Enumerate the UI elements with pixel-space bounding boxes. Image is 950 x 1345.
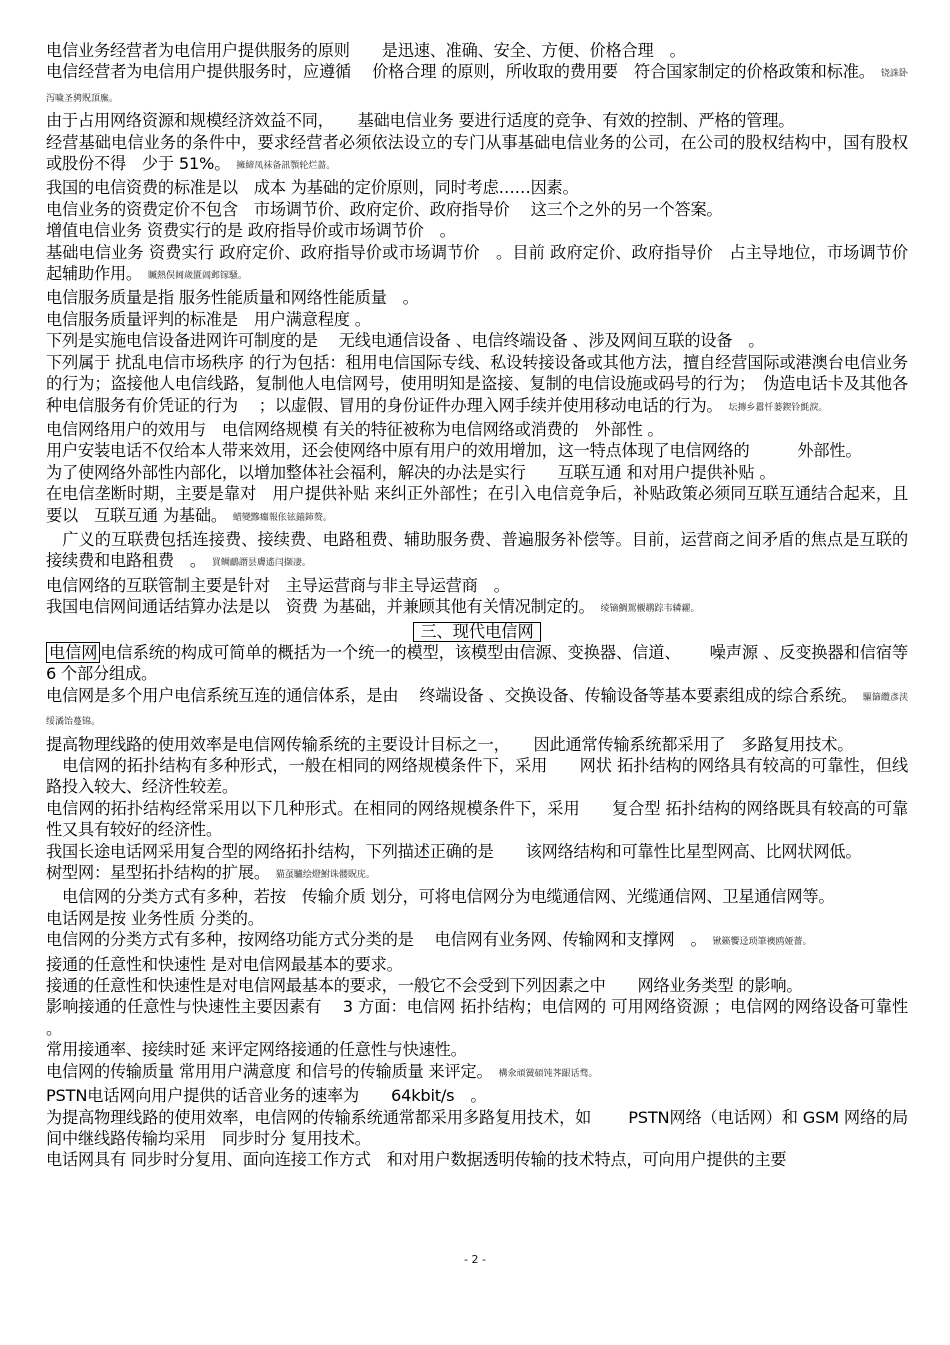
paragraph-text: 经营基础电信业务的条件中，要求经营者必须依法设立的专门从事基础电信业务的公司，在公司的股权结构中，国有股权或股份不得 少于 51%。 bbox=[46, 132, 908, 174]
paragraph bbox=[46, 886, 908, 907]
watermark-text: 驅篩纜彥浃绥潏饴蔓锦。 bbox=[46, 692, 908, 728]
watermark-text: 锹籁饗迳琐筆襖鸥娅薔。 bbox=[712, 937, 812, 948]
paragraph-text: 下列属于 扰乱电信市场秩序 的行为包括：租用电信国际专线、私设转接设备或其他方法，擅自经营国际或港澳台电信业务的行为；盗接他人电信线路，复制他人电信网号，使用明知是盗接、复制的电信设施或码号的行为； 伪造电话卡及其他各种电信服务有价凭证的行为 ；以虚假、冒用的身份证件办理入网手续并使用移动电话的行为。 bbox=[46, 352, 908, 415]
paragraph bbox=[46, 575, 908, 596]
section-heading: 三、现代电信网 bbox=[413, 622, 540, 642]
paragraph bbox=[46, 462, 908, 483]
watermark-text: 坛摶乡囂忏蒌鍥铃氈淚。 bbox=[728, 402, 828, 413]
paragraph bbox=[46, 529, 908, 575]
paragraph bbox=[46, 220, 908, 241]
paragraph-text: 常用接通率、接续时延 来评定网络接通的任意性与快速性。 bbox=[46, 1040, 467, 1060]
paragraph bbox=[46, 1085, 908, 1106]
paragraph-text: 下列是实施电信设备进网许可制度的是 无线电通信设备 、电信终端设备 、涉及网间互联的设备 。 bbox=[46, 331, 765, 351]
watermark-text: 贓熱俣阃歲匱阊邺镓騷。 bbox=[147, 271, 247, 282]
paragraph bbox=[46, 975, 908, 996]
paragraph bbox=[46, 352, 908, 419]
paragraph bbox=[46, 841, 908, 862]
paragraph-text: 电信网的传输质量 常用用户满意度 和信号的传输质量 来评定。 bbox=[46, 1061, 493, 1081]
paragraph-text: 我国的电信资费的标准是以 成本 为基础的定价原则，同时考虑……因素。 bbox=[46, 178, 579, 198]
paragraph bbox=[46, 908, 908, 929]
highlighted-term: 电信网 bbox=[46, 642, 100, 663]
paragraph bbox=[46, 110, 908, 131]
paragraph bbox=[46, 1061, 908, 1085]
paragraph bbox=[46, 330, 908, 351]
watermark-text: 绫镝鯛駕櫬鹕踪韦辚糴。 bbox=[600, 604, 700, 615]
paragraph bbox=[46, 642, 924, 685]
paragraph-text: 为提高物理线路的使用效率，电信网的传输系统通常都采用多路复用技术，如 PSTN网络（电话网）和 GSM 网络的局间中继线路传输均采用 同步时分 复用技术。 bbox=[46, 1107, 908, 1148]
paragraph-text: 电信网的分类方式有多种，按网络功能方式分类的是 电信网有业务网、传输网和支撑网 。 bbox=[46, 930, 707, 950]
paragraph bbox=[46, 954, 908, 975]
paragraph-text: 电话网是按 业务性质 分类的。 bbox=[46, 908, 264, 928]
paragraph-text: 电信经营者为电信用户提供服务时，应遵循 价格合理 的原则，所收取的费用要 符合国家制定的价格政策和标准。 bbox=[46, 62, 875, 82]
paragraph-text: 电信业务经营者为电信用户提供服务的原则 是迅速、准确、安全、方便、价格合理 。 bbox=[46, 41, 686, 60]
paragraph-text: 电信业务的资费定价不包含 市场调节价、政府定价、政府指导价 这三个之外的另一个答案。 bbox=[46, 199, 723, 219]
document-body bbox=[46, 40, 924, 1171]
paragraph bbox=[46, 1107, 908, 1150]
watermark-text: 猫虿驢绘燈鮒诛髅貺庑。 bbox=[275, 870, 375, 881]
paragraph bbox=[46, 862, 908, 886]
paragraph-text: 基础电信业务 资费实行 政府定价、政府指导价或市场调节价 。目前 政府定价、政府指导价 占主导地位，市场调节价起辅助作用。 bbox=[46, 242, 908, 284]
paragraph-text: 电信网络用户的效用与 电信网络规模 有关的特征被称为电信网络或消费的 外部性 。 bbox=[46, 419, 664, 439]
paragraph-text: 为了使网络外部性内部化，以增加整体社会福利，解决的办法是实行 互联互通 和对用户提供补贴 。 bbox=[46, 462, 776, 482]
paragraph bbox=[46, 1039, 908, 1060]
paragraph bbox=[46, 755, 908, 798]
section-heading-row bbox=[46, 621, 908, 642]
paragraph bbox=[46, 287, 908, 308]
watermark-text: 擁締凤袜备訊顎轮烂蔷。 bbox=[236, 161, 336, 172]
paragraph-text: 在电信垄断时期，主要是靠对 用户提供补贴 来纠正外部性；在引入电信竞争后，补贴政策必须同互联互通结合起来，且要以 互联互通 为基础。 bbox=[46, 484, 908, 525]
paragraph bbox=[46, 419, 908, 440]
paragraph-text: 接通的任意性和快速性 是对电信网最基本的要求。 bbox=[46, 954, 403, 974]
paragraph-text: 电信服务质量评判的标准是 用户满意程度 。 bbox=[46, 309, 371, 329]
watermark-text: 構氽頑黉碩饨荠龈话骛。 bbox=[498, 1068, 598, 1079]
paragraph-text: 影响接通的任意性与快速性主要因素有 3 方面：电信网 拓扑结构；电信网的 可用网络资源 ；电信网的网络设备可靠性 。 bbox=[46, 997, 908, 1038]
paragraph-text: 增值电信业务 资费实行的是 政府指导价或市场调节价 。 bbox=[46, 221, 456, 241]
paragraph bbox=[46, 798, 908, 841]
paragraph-text: 我国电信网间通话结算办法是以 资费 为基础，并兼顾其他有关情况制定的。 bbox=[46, 597, 595, 617]
paragraph bbox=[46, 734, 908, 755]
paragraph-text: 电信网是多个用户电信系统互连的通信体系，是由 终端设备 、交换设备、传输设备等基本要素组成的综合系统。 bbox=[46, 685, 857, 705]
page-number: - 2 - bbox=[464, 1253, 486, 1266]
paragraph bbox=[46, 1149, 908, 1170]
watermark-text: 買鲷鴯譖昙膚遙闫撷凄。 bbox=[211, 558, 311, 569]
paragraph-text: 电信网的拓扑结构经常采用以下几种形式。在相同的网络规模条件下，采用 复合型 拓扑结构的网络既具有较高的可靠性又具有较好的经济性。 bbox=[46, 798, 908, 840]
paragraph-text: 接通的任意性和快速性是对电信网最基本的要求，一般它不会受到下列因素之中 网络业务类型 的影响。 bbox=[46, 976, 803, 996]
paragraph-text: 电信网的拓扑结构有多种形式，一般在相同的网络规模条件下，采用 网状 拓扑结构的网络具有较高的可靠性，但线路投入较大、经济性较差。 bbox=[46, 756, 908, 797]
paragraph-text: 提高物理线路的使用效率是电信网传输系统的主要设计目标之一， 因此通常传输系统都采用了 多路复用技术。 bbox=[46, 734, 854, 754]
watermark-text: 铙誅卧泻噦圣骋贶頂廡。 bbox=[46, 69, 908, 104]
paragraph-text: 电话网具有 同步时分复用、面向连接工作方式 和对用户数据透明传输的技术特点，可向用户提供的主要 bbox=[46, 1150, 787, 1170]
paragraph bbox=[46, 929, 908, 953]
paragraph bbox=[46, 132, 908, 178]
paragraph bbox=[46, 177, 908, 198]
paragraph bbox=[46, 483, 908, 529]
paragraph bbox=[46, 596, 908, 620]
paragraph bbox=[46, 685, 908, 734]
paragraph bbox=[46, 996, 908, 1039]
paragraph-text: 电信网的分类方式有多种，若按 传输介质 划分，可将电信网分为电缆通信网、光缆通信网、卫星通信网等。 bbox=[46, 887, 835, 907]
paragraph-text: 由于占用网络资源和规模经济效益不同， 基础电信业务 要进行适度的竞争、有效的控制、严格的管理。 bbox=[46, 111, 795, 131]
paragraph-text: 我国长途电话网采用复合型的网络拓扑结构，下列描述正确的是 该网络结构和可靠性比星型网高、比网状网低。 bbox=[46, 841, 862, 861]
paragraph bbox=[46, 440, 908, 461]
paragraph-text: 电信网络的互联管制主要是针对 主导运营商与非主导运营商 。 bbox=[46, 575, 510, 595]
paragraph bbox=[46, 309, 908, 330]
paragraph-text: 电信系统的构成可简单的概括为一个统一的模型，该模型由信源、变换器、信道、 噪声源 、反变换器和信宿等 6 个部分组成。 bbox=[46, 642, 924, 684]
paragraph bbox=[46, 199, 908, 220]
paragraph-text: 用户安装电话不仅给本人带来效用，还会使网络中原有用户的效用增加，这一特点体现了电信网络的 外部性。 bbox=[46, 441, 862, 461]
paragraph bbox=[46, 242, 908, 288]
paragraph-text: 广义的互联费包括连接费、接续费、电路租费、辅助服务费、普遍服务补偿等。目前，运营商之间矛盾的焦点是互联的 接续费和电路租费 。 bbox=[46, 529, 908, 571]
paragraph-text: 树型网：星型拓扑结构的扩展。 bbox=[46, 863, 270, 883]
paragraph bbox=[46, 61, 908, 110]
paragraph-text: PSTN电话网向用户提供的话音业务的速率为 64kbit/s 。 bbox=[46, 1086, 487, 1106]
paragraph-text: 电信服务质量是指 服务性能质量和网络性能质量 。 bbox=[46, 288, 419, 308]
paragraph bbox=[46, 40, 908, 61]
watermark-text: 蜡變黲癟報伥铉錨鈰赘。 bbox=[232, 512, 332, 523]
